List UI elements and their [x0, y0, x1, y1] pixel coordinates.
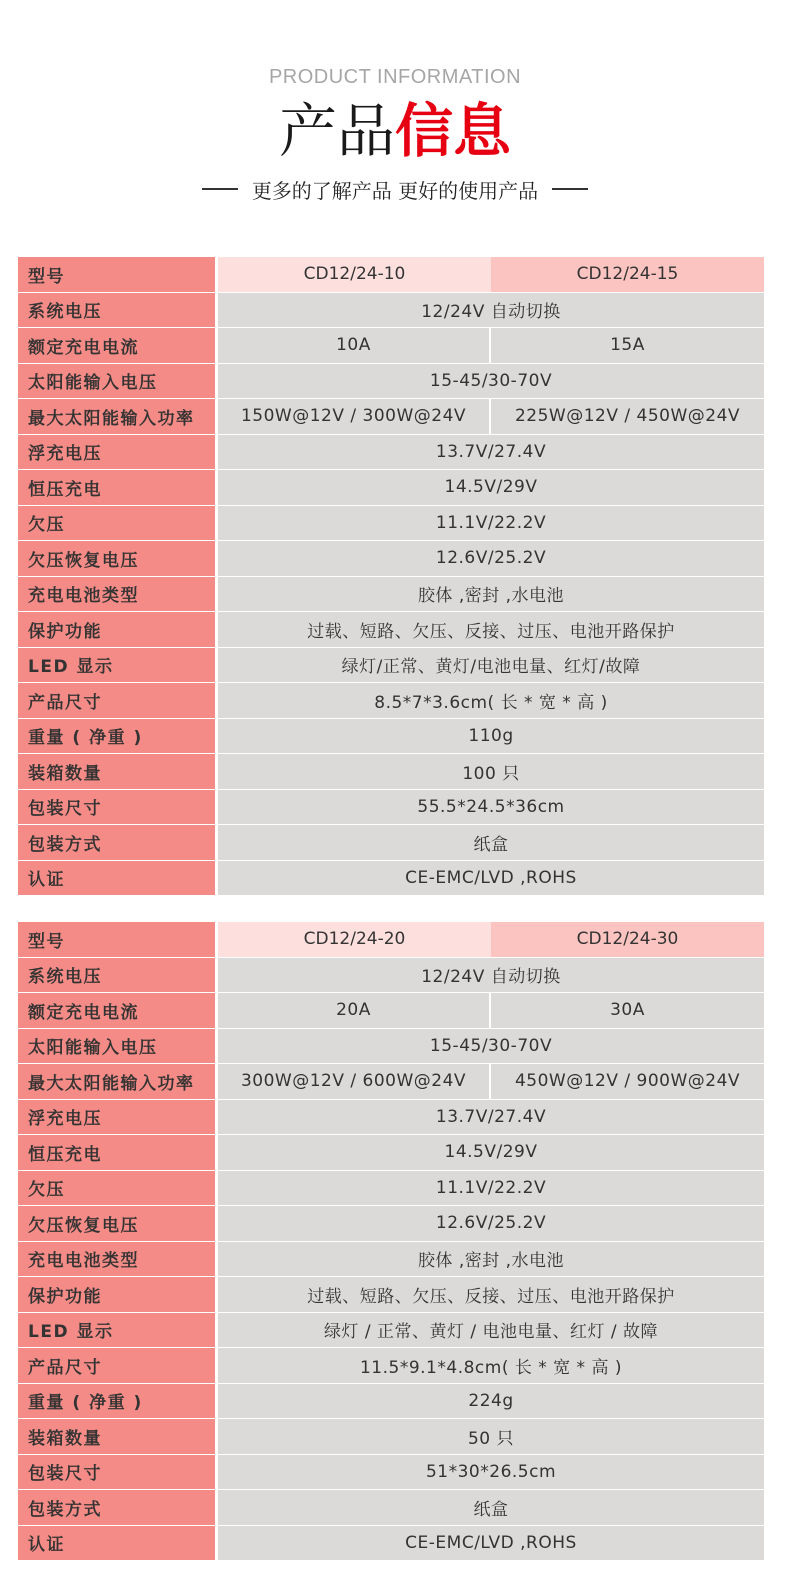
spec-label: 认证	[18, 1526, 218, 1561]
spec-row	[18, 861, 764, 896]
spec-value: 224g	[218, 1384, 764, 1419]
spec-row	[18, 541, 764, 576]
spec-label: 包装尺寸	[18, 790, 218, 825]
spec-table-2	[18, 921, 764, 1561]
spec-value: 胶体 ,密封 ,水电池	[218, 577, 764, 612]
spec-row	[18, 1242, 764, 1277]
spec-value: 13.7V/27.4V	[218, 435, 764, 470]
spec-row	[18, 648, 764, 683]
spec-value: 13.7V/27.4V	[218, 1100, 764, 1135]
spec-row	[18, 399, 764, 434]
spec-row	[18, 293, 764, 328]
spec-value: 绿灯/正常、黄灯/电池电量、红灯/故障	[218, 648, 764, 683]
model-name-left: CD12/24-10	[218, 257, 491, 292]
spec-label: 太阳能输入电压	[18, 364, 218, 399]
spec-value: 50 只	[218, 1419, 764, 1454]
spec-row	[18, 825, 764, 860]
spec-label: 产品尺寸	[18, 1348, 218, 1383]
title-plain: 产品	[278, 97, 395, 165]
spec-row	[18, 1277, 764, 1312]
spec-value: 11.1V/22.2V	[218, 1171, 764, 1206]
spec-row	[18, 1171, 764, 1206]
spec-row	[18, 1064, 764, 1099]
spec-row	[18, 1526, 764, 1561]
spec-value-right: 30A	[491, 993, 764, 1028]
spec-label: 充电电池类型	[18, 1242, 218, 1277]
spec-value: 100 只	[218, 754, 764, 789]
spec-label: LED 显示	[18, 648, 218, 683]
spec-label: 欠压	[18, 506, 218, 541]
spec-row	[18, 1384, 764, 1419]
spec-label: 型号	[18, 922, 218, 957]
spec-value-left: 20A	[218, 993, 491, 1028]
spec-row	[18, 993, 764, 1028]
spec-label: 系统电压	[18, 958, 218, 993]
spec-label: 包装方式	[18, 825, 218, 860]
spec-value: CE-EMC/LVD ,ROHS	[218, 1526, 764, 1561]
spec-value: 110g	[218, 719, 764, 754]
spec-label: 浮充电压	[18, 1100, 218, 1135]
spec-value-right: 15A	[491, 328, 764, 363]
spec-value: 过载、短路、欠压、反接、过压、电池开路保护	[218, 612, 764, 647]
spec-label: 包装方式	[18, 1490, 218, 1525]
spec-label: 浮充电压	[18, 435, 218, 470]
spec-value: 纸盒	[218, 1490, 764, 1525]
spec-label: 型号	[18, 257, 218, 292]
spec-label: 包装尺寸	[18, 1455, 218, 1490]
section-tagline	[0, 176, 790, 202]
spec-label: 额定充电电流	[18, 328, 218, 363]
spec-value: 51*30*26.5cm	[218, 1455, 764, 1490]
spec-row	[18, 1419, 764, 1454]
spec-row	[18, 754, 764, 789]
spec-row	[18, 1313, 764, 1348]
tagline-right-dash	[552, 188, 588, 190]
spec-row	[18, 683, 764, 718]
spec-value-left: 10A	[218, 328, 491, 363]
spec-row	[18, 506, 764, 541]
spec-value: 过载、短路、欠压、反接、过压、电池开路保护	[218, 1277, 764, 1312]
spec-value: 14.5V/29V	[218, 470, 764, 505]
spec-row	[18, 1206, 764, 1241]
model-name-left: CD12/24-20	[218, 922, 491, 957]
spec-label: 重量 ( 净重 )	[18, 1384, 218, 1419]
spec-label: 保护功能	[18, 612, 218, 647]
spec-label: 产品尺寸	[18, 683, 218, 718]
spec-row	[18, 790, 764, 825]
spec-value: 11.5*9.1*4.8cm( 长 * 宽 * 高 )	[218, 1348, 764, 1383]
spec-label: 最大太阳能输入功率	[18, 1064, 218, 1099]
spec-value: 8.5*7*3.6cm( 长 * 宽 * 高 )	[218, 683, 764, 718]
section-title	[0, 96, 790, 166]
spec-row	[18, 577, 764, 612]
spec-value: 12/24V 自动切换	[218, 293, 764, 328]
spec-row	[18, 958, 764, 993]
spec-value: 12/24V 自动切换	[218, 958, 764, 993]
spec-row	[18, 470, 764, 505]
spec-value-right: 225W@12V / 450W@24V	[491, 399, 764, 434]
model-name-right: CD12/24-30	[491, 922, 764, 957]
spec-value-right: 450W@12V / 900W@24V	[491, 1064, 764, 1099]
spec-label: 恒压充电	[18, 1135, 218, 1170]
spec-row	[18, 922, 764, 957]
spec-value: 15-45/30-70V	[218, 1029, 764, 1064]
spec-label: 恒压充电	[18, 470, 218, 505]
spec-value: 绿灯 / 正常、黄灯 / 电池电量、红灯 / 故障	[218, 1313, 764, 1348]
model-name-right: CD12/24-15	[491, 257, 764, 292]
spec-row	[18, 1455, 764, 1490]
spec-row	[18, 1348, 764, 1383]
spec-label: 重量 ( 净重 )	[18, 719, 218, 754]
product-info-header	[0, 0, 790, 230]
spec-value: 14.5V/29V	[218, 1135, 764, 1170]
spec-row	[18, 719, 764, 754]
spec-value: 11.1V/22.2V	[218, 506, 764, 541]
spec-row	[18, 364, 764, 399]
spec-value: 12.6V/25.2V	[218, 1206, 764, 1241]
spec-label: 最大太阳能输入功率	[18, 399, 218, 434]
spec-table-1	[18, 256, 764, 896]
spec-row	[18, 1135, 764, 1170]
tagline-text: 更多的了解产品 更好的使用产品	[251, 178, 539, 203]
spec-row	[18, 257, 764, 292]
spec-label: 认证	[18, 861, 218, 896]
spec-label: 额定充电电流	[18, 993, 218, 1028]
tagline-left-dash	[202, 188, 238, 190]
spec-value: 15-45/30-70V	[218, 364, 764, 399]
spec-label: 保护功能	[18, 1277, 218, 1312]
spec-label: 欠压恢复电压	[18, 541, 218, 576]
spec-row	[18, 1490, 764, 1525]
spec-label: 装箱数量	[18, 1419, 218, 1454]
spec-value-left: 150W@12V / 300W@24V	[218, 399, 491, 434]
spec-row	[18, 612, 764, 647]
spec-value: CE-EMC/LVD ,ROHS	[218, 861, 764, 896]
spec-row	[18, 328, 764, 363]
spec-value: 55.5*24.5*36cm	[218, 790, 764, 825]
spec-label: 系统电压	[18, 293, 218, 328]
spec-row	[18, 435, 764, 470]
spec-value: 纸盒	[218, 825, 764, 860]
spec-value: 胶体 ,密封 ,水电池	[218, 1242, 764, 1277]
spec-label: 欠压	[18, 1171, 218, 1206]
spec-label: 欠压恢复电压	[18, 1206, 218, 1241]
spec-label: 装箱数量	[18, 754, 218, 789]
spec-value-left: 300W@12V / 600W@24V	[218, 1064, 491, 1099]
spec-label: LED 显示	[18, 1313, 218, 1348]
spec-value: 12.6V/25.2V	[218, 541, 764, 576]
spec-label: 充电电池类型	[18, 577, 218, 612]
title-accent: 信息	[395, 97, 512, 165]
spec-label: 太阳能输入电压	[18, 1029, 218, 1064]
section-subtitle: PRODUCT INFORMATION	[268, 66, 522, 88]
spec-row	[18, 1100, 764, 1135]
spec-row	[18, 1029, 764, 1064]
